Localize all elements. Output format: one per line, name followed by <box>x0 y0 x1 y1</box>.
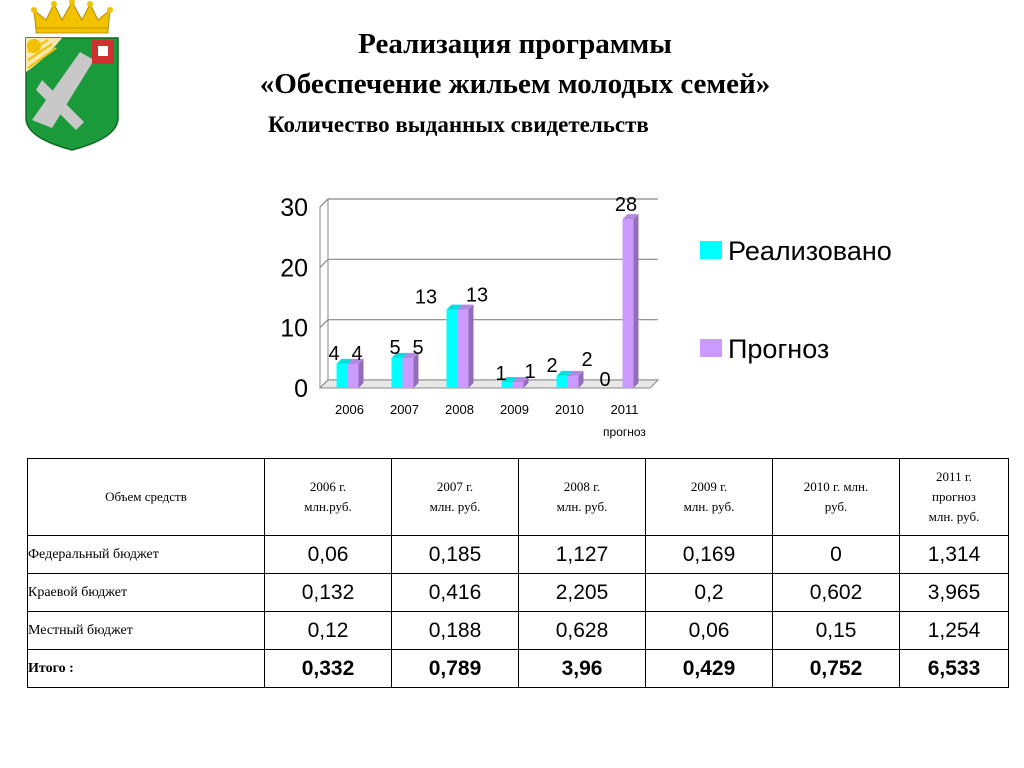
legend-label-realized: Реализовано <box>728 236 892 266</box>
legend-swatch-forecast <box>700 339 722 357</box>
legend-swatch-realized <box>700 241 722 259</box>
header-year: 2011 г. <box>936 469 972 484</box>
gridline <box>320 199 658 207</box>
header-unit: млн.руб. <box>304 499 352 514</box>
page-title-line2: «Обеспечение жильем молодых семей» <box>259 68 771 100</box>
row-label: Краевой бюджет <box>28 574 265 612</box>
certificates-bar-chart <box>250 180 680 442</box>
x-tick-label: 2010 <box>555 402 584 417</box>
table-row-total <box>28 650 1009 688</box>
header-year: 2008 г. <box>563 479 601 494</box>
legend-item-realized <box>700 236 892 267</box>
table-cell: 0,2 <box>646 574 773 612</box>
table-cell: 1,254 <box>900 612 1009 650</box>
y-tick-label: 0 <box>294 375 308 403</box>
table-cell: 0,602 <box>773 574 900 612</box>
data-label: 5 <box>389 336 401 359</box>
legend-item-forecast <box>700 334 829 365</box>
budget-table <box>27 458 1009 688</box>
table-cell: 1,314 <box>900 536 1009 574</box>
table-cell: 3,965 <box>900 574 1009 612</box>
table-cell: 0,188 <box>392 612 519 650</box>
data-label: 4 <box>351 342 363 365</box>
crown-icon <box>31 0 113 33</box>
table-cell: 0,752 <box>773 650 900 688</box>
header-year: 2007 г. <box>436 479 474 494</box>
table-cell: 0,628 <box>519 612 646 650</box>
data-label: 1 <box>524 360 536 383</box>
bar-realized <box>337 364 348 388</box>
table-header-cell <box>392 459 519 536</box>
table-header-cell <box>646 459 773 536</box>
header-year: 2006 г. <box>309 479 347 494</box>
table-header-row <box>28 459 1009 536</box>
data-label: 2 <box>581 348 593 371</box>
header-unit: руб. <box>824 499 848 514</box>
header-unit: млн. руб. <box>429 499 481 514</box>
row-label: Местный бюджет <box>28 612 265 650</box>
table-row-regional <box>28 574 1009 612</box>
gridline <box>320 259 658 267</box>
header-year: 2010 г. млн. <box>803 479 869 494</box>
table-header-cell <box>773 459 900 536</box>
table-header-cell <box>519 459 646 536</box>
data-label: 13 <box>414 286 438 309</box>
data-label: 4 <box>328 342 340 365</box>
table-cell: 0,15 <box>773 612 900 650</box>
header-unit: млн. руб. <box>928 509 980 524</box>
table-cell: 1,127 <box>519 536 646 574</box>
bar-forecast <box>568 376 579 388</box>
bar-forecast <box>348 364 359 388</box>
data-label: 1 <box>495 362 507 385</box>
table-header-cell <box>900 459 1009 536</box>
table-cell: 2,205 <box>519 574 646 612</box>
table-cell: 6,533 <box>900 650 1009 688</box>
y-tick-label: 10 <box>280 314 308 343</box>
shield-icon <box>26 38 118 150</box>
page-title-line1: Реализация программы <box>358 28 672 60</box>
header-unit: млн. руб. <box>556 499 608 514</box>
table-row-federal <box>28 536 1009 574</box>
gridline <box>320 320 658 328</box>
data-label: 0 <box>599 369 611 391</box>
table-row-local <box>28 612 1009 650</box>
table-cell: 3,96 <box>519 650 646 688</box>
bar-side-face <box>469 305 474 388</box>
table-cell: 0,169 <box>646 536 773 574</box>
header-unit: млн. руб. <box>683 499 735 514</box>
data-label: 5 <box>412 336 424 359</box>
y-tick-label: 30 <box>280 194 308 222</box>
bar-realized <box>447 310 458 388</box>
table-cell: 0,06 <box>646 612 773 650</box>
bar-side-face <box>634 214 639 388</box>
coat-of-arms-emblem <box>22 0 122 152</box>
header-year: 2009 г. <box>690 479 728 494</box>
x-tick-label: 2007 <box>390 402 419 417</box>
bar-realized <box>557 376 568 388</box>
table-cell: 0,332 <box>265 650 392 688</box>
table-header-cell <box>265 459 392 536</box>
row-label: Федеральный бюджет <box>28 536 265 574</box>
table-cell: 0,185 <box>392 536 519 574</box>
table-cell: 0 <box>773 536 900 574</box>
bar-forecast <box>513 382 524 388</box>
page-subtitle: Количество выданных свидетельств <box>268 112 649 137</box>
x-tick-sublabel: прогноз <box>603 425 646 439</box>
row-label: Итого : <box>28 650 265 688</box>
table-cell: 0,429 <box>646 650 773 688</box>
table-cell: 0,416 <box>392 574 519 612</box>
bar-forecast <box>623 219 634 388</box>
bar-forecast <box>458 310 469 388</box>
data-label: 13 <box>465 284 489 307</box>
table-cell: 0,132 <box>265 574 392 612</box>
x-tick-label: 2006 <box>335 402 364 417</box>
data-label: 28 <box>614 194 638 217</box>
table-cell: 0,06 <box>265 536 392 574</box>
data-label: 2 <box>546 354 558 377</box>
table-header-label: Объем средств <box>28 459 265 536</box>
x-tick-label: 2011 <box>610 402 639 417</box>
header-note: прогноз <box>932 489 976 504</box>
bar-forecast <box>403 358 414 388</box>
bar-realized <box>392 358 403 388</box>
x-tick-label: 2009 <box>500 402 529 417</box>
table-cell: 0,12 <box>265 612 392 650</box>
x-tick-label: 2008 <box>445 402 474 417</box>
y-tick-label: 20 <box>280 254 308 283</box>
legend-label-forecast: Прогноз <box>728 334 830 364</box>
table-cell: 0,789 <box>392 650 519 688</box>
